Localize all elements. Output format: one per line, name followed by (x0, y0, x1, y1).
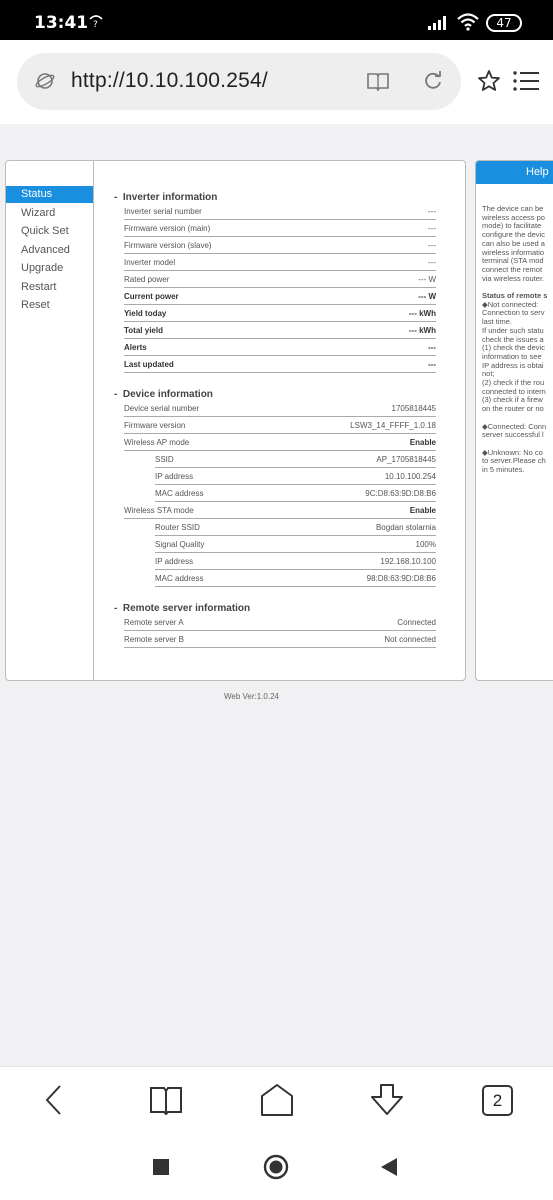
sidebar-item-status[interactable]: Status (6, 186, 93, 203)
inverter-row: Current power --- W (124, 288, 436, 305)
help-line: last time. (482, 317, 513, 327)
recents-icon[interactable] (152, 1158, 170, 1176)
status-panel (5, 160, 466, 681)
help-panel (475, 160, 553, 681)
wifi-question-icon (88, 14, 104, 28)
home-button-icon[interactable] (263, 1154, 289, 1180)
help-line: connect the remot (482, 264, 543, 274)
menu-icon[interactable] (513, 71, 539, 91)
help-title: Help (476, 161, 553, 184)
help-line: ◆Unknown: No co (482, 447, 543, 457)
back-icon[interactable] (38, 1083, 72, 1117)
help-line: information to see (482, 351, 542, 361)
help-line: can also be used a (482, 238, 545, 248)
help-line: Connection to serv (482, 308, 545, 318)
sidebar-item-upgrade[interactable]: Upgrade (21, 262, 64, 274)
device-row: Wireless STA mode Enable (124, 502, 436, 519)
device-row: IP address 10.10.100.254 (155, 468, 436, 485)
sidebar-item-advanced[interactable]: Advanced (21, 244, 70, 256)
help-line: ◆Connected: Conn (482, 421, 547, 431)
help-line: via wireless router. (482, 273, 545, 283)
device-row: Wireless AP mode Enable (124, 434, 436, 451)
sidebar-item-restart[interactable]: Restart (21, 281, 57, 293)
browser-bottom-bar (0, 1066, 553, 1134)
home-icon[interactable] (260, 1083, 294, 1117)
bookmark-star-icon[interactable] (477, 69, 501, 93)
help-line: The device can be (482, 204, 544, 213)
browser-toolbar (0, 40, 553, 124)
inverter-row: Firmware version (main) --- (124, 220, 436, 237)
remote-row: Remote server A Connected (124, 614, 436, 631)
status-bar (0, 0, 553, 40)
sidebar-item-wizard[interactable]: Wizard (21, 207, 56, 219)
help-line: (3) check if a firew (482, 395, 543, 405)
help-line: (1) check the devic (482, 343, 545, 353)
download-icon[interactable] (370, 1083, 404, 1117)
address-bar[interactable] (17, 53, 461, 110)
web-page (0, 124, 553, 1066)
help-line: check the issues a (482, 334, 544, 344)
url-text[interactable]: http://10.10.100.254/ (71, 69, 268, 92)
bookmarks-icon[interactable] (149, 1083, 183, 1117)
system-nav-bar (0, 1134, 553, 1200)
help-line: in 5 minutes. (482, 465, 525, 474)
battery-indicator: 47 (486, 14, 522, 32)
help-line: on the router or no (482, 404, 544, 414)
wifi-icon (457, 13, 479, 31)
clock: 13:41 (34, 13, 89, 33)
help-line: wireless informatio (482, 247, 545, 257)
signal-icon (428, 14, 450, 30)
help-line: terminal (STA mod (482, 256, 544, 266)
device-row: Firmware version LSW3_14_FFFF_1.0.18 (124, 417, 436, 434)
system-back-icon[interactable] (380, 1157, 398, 1177)
inverter-section-title: - Inverter information (114, 192, 218, 203)
help-line: wireless access po (482, 212, 545, 222)
device-row: Device serial number 1705818445 (124, 400, 436, 417)
globe-icon (35, 71, 55, 91)
sidebar-nav (6, 161, 94, 680)
help-line: connected to intern (482, 386, 546, 396)
device-row: SSID AP_1705818445 (155, 451, 436, 468)
help-line: configure the devic (482, 230, 545, 240)
help-line: server successful l (482, 430, 544, 440)
help-line: (2) check if the rou (482, 378, 545, 387)
device-row: MAC address 9C:D8:63:9D:D8:B6 (155, 485, 436, 502)
web-version: Web Ver:1.0.24 (224, 692, 279, 701)
help-line: mode) to facilitate (482, 221, 542, 231)
help-line: not; (482, 369, 495, 379)
help-line: Status of remote s (482, 291, 548, 300)
device-row: Signal Quality 100% (155, 536, 436, 553)
sidebar-item-reset[interactable]: Reset (21, 299, 50, 311)
inverter-row: Yield today --- kWh (124, 305, 436, 322)
device-row: IP address 192.168.10.100 (155, 553, 436, 570)
inverter-row: Alerts --- (124, 339, 436, 356)
reader-mode-icon[interactable] (367, 71, 389, 91)
sidebar-item-quick-set[interactable]: Quick Set (21, 225, 69, 237)
help-line: IP address is obtai (482, 360, 544, 370)
svg-text:?: ? (93, 20, 98, 28)
help-line: ◆Not connected: (482, 299, 539, 309)
inverter-row: Inverter serial number --- (124, 203, 436, 220)
reload-icon[interactable] (423, 71, 443, 91)
help-line: If under such statu (482, 325, 544, 335)
device-row: MAC address 98:D8:63:9D:D8:B6 (155, 570, 436, 587)
device-row: Router SSID Bogdan stolarnia (155, 519, 436, 536)
help-line: to server.Please ch (482, 456, 546, 466)
inverter-row: Total yield --- kWh (124, 322, 436, 339)
inverter-row: Rated power --- W (124, 271, 436, 288)
tabs-button[interactable]: 2 (482, 1085, 513, 1116)
remote-section-title: - Remote server information (114, 603, 251, 614)
inverter-row: Last updated --- (124, 356, 436, 373)
inverter-row: Firmware version (slave) --- (124, 237, 436, 254)
remote-row: Remote server B Not connected (124, 631, 436, 648)
device-section-title: - Device information (114, 389, 213, 400)
inverter-row: Inverter model --- (124, 254, 436, 271)
